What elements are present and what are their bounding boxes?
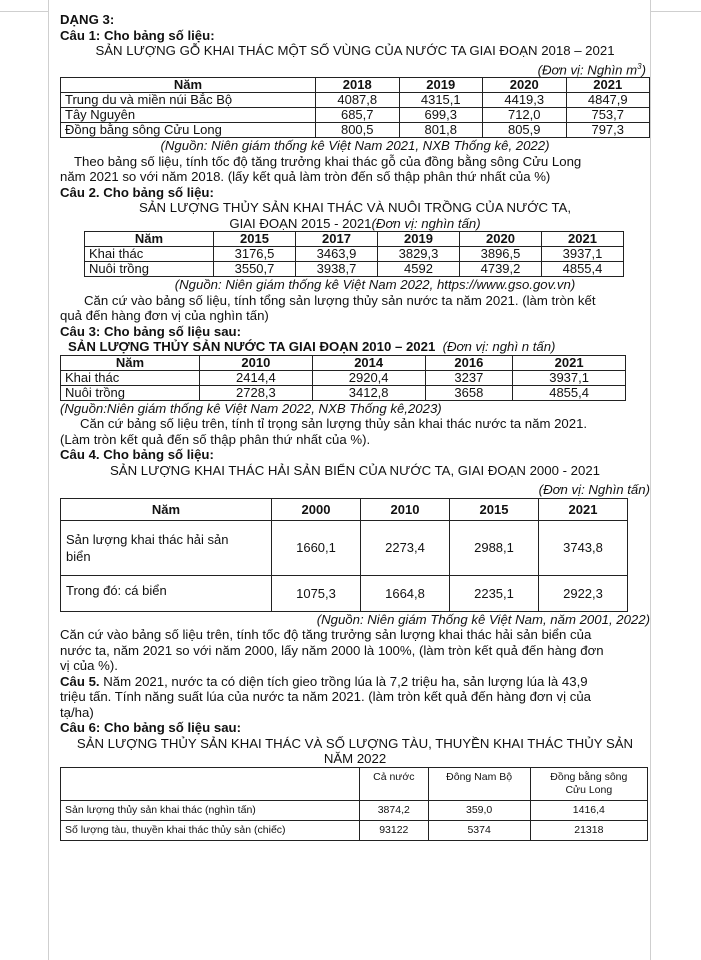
header-cell: 2021 [539, 498, 628, 520]
row-label: Khai thác [85, 247, 214, 262]
q1-table [60, 77, 650, 138]
table-cell: 4855,4 [513, 385, 626, 400]
table-cell: 3237 [425, 370, 513, 385]
header-cell: 2010 [200, 355, 313, 370]
q3-table [60, 355, 626, 401]
table-row [61, 520, 628, 575]
margin-guide-left [48, 0, 49, 960]
header-cell: 2021 [513, 355, 626, 370]
table-cell: 1416,4 [530, 800, 647, 820]
q2-task-line: Căn cứ vào bảng số liệu, tính tổng sản lượng thủy sản nước ta năm 2021. (làm tròn kết [84, 292, 596, 308]
row-label: Trung du và miền núi Bắc Bộ [61, 93, 316, 108]
q5-text-line: tạ/ha) [60, 704, 94, 720]
table-row [85, 247, 624, 262]
header-cell: 2019 [399, 78, 483, 93]
header-cell: Đồng bằng sông Cửu Long [530, 767, 647, 800]
table-cell: 2922,3 [539, 575, 628, 611]
margin-guide-top-right [650, 11, 701, 12]
table-cell: 3896,5 [460, 247, 542, 262]
table-row [85, 262, 624, 277]
row-label: Nuôi trồng [61, 385, 200, 400]
header-cell: Năm [61, 78, 316, 93]
table-cell: 2988,1 [450, 520, 539, 575]
table-cell: 4855,4 [542, 262, 624, 277]
q6-title: SẢN LƯỢNG THỦY SẢN KHAI THÁC VÀ SỐ LƯỢNG TÀU, THUYỀN KHAI THÁC THỦY SẢN [76, 735, 634, 751]
header-cell: 2018 [316, 78, 400, 93]
q1-heading: Câu 1: Cho bảng số liệu: [60, 27, 215, 43]
q4-heading: Câu 4. Cho bảng số liệu: [60, 447, 214, 463]
q2-source: (Nguồn: Niên giám thống kê Việt Nam 2022, https://www.gso.gov.vn) [174, 277, 576, 293]
table-cell: 801,8 [399, 123, 483, 138]
table-cell: 753,7 [566, 108, 650, 123]
header-cell: Năm [85, 232, 214, 247]
header-cell: Năm [61, 498, 272, 520]
header-cell [61, 767, 360, 800]
table-cell: 359,0 [428, 800, 530, 820]
q5-text: Câu 5. Năm 2021, nước ta có diện tích gieo trồng lúa là 7,2 triệu ha, sản lượng lúa là 43,9 [60, 673, 588, 689]
table-cell: 3176,5 [214, 247, 296, 262]
q1-unit: (Đơn vị: Nghìn $m^3$) [537, 61, 646, 77]
q2-heading: Câu 2. Cho bảng số liệu: [60, 184, 214, 200]
margin-guide-top-left [0, 11, 49, 12]
q3-title-line: SẢN LƯỢNG THỦY SẢN NƯỚC TA GIAI ĐOẠN 2010 – 2021 (Đơn vị: nghì n tấn) [68, 339, 556, 355]
header-cell: Cả nước [360, 767, 429, 800]
q3-heading: Câu 3: Cho bảng số liệu sau: [60, 323, 241, 339]
q4-table [60, 498, 628, 612]
table-cell: 3829,3 [378, 247, 460, 262]
header-cell: 2015 [214, 232, 296, 247]
table-cell: 4419,3 [483, 93, 567, 108]
table-row [61, 108, 650, 123]
table-cell: 685,7 [316, 108, 400, 123]
table-cell: 1664,8 [361, 575, 450, 611]
header-cell: 2015 [450, 498, 539, 520]
table-cell: 3937,1 [542, 247, 624, 262]
table-cell: 3658 [425, 385, 513, 400]
table-cell: 4847,9 [566, 93, 650, 108]
header-cell: Năm [61, 355, 200, 370]
table-cell: 3412,8 [312, 385, 425, 400]
q4-unit: (Đơn vị: Nghìn tấn) [538, 482, 650, 498]
row-label: Sản lượng khai thác hải sản biển [61, 520, 272, 575]
table-cell: 2728,3 [200, 385, 313, 400]
q4-task-line: Căn cứ vào bảng số liệu trên, tính tốc độ tăng trưởng sản lượng khai thác hải sản biển của [60, 627, 592, 643]
table-cell: 2414,4 [200, 370, 313, 385]
margin-guide-right [650, 0, 651, 960]
table-cell: 3743,8 [539, 520, 628, 575]
table-cell: 4592 [378, 262, 460, 277]
table-cell: 4087,8 [316, 93, 400, 108]
table-cell: 712,0 [483, 108, 567, 123]
row-label: Nuôi trồng [85, 262, 214, 277]
table-cell: 800,5 [316, 123, 400, 138]
header-cell: Đông Nam Bộ [428, 767, 530, 800]
table-cell: 3874,2 [360, 800, 429, 820]
row-label: Sản lượng thủy sản khai thác (nghìn tấn) [61, 800, 360, 820]
row-label: Khai thác [61, 370, 200, 385]
table-cell: 2920,4 [312, 370, 425, 385]
q4-source: (Nguồn: Niên giám Thống kê Việt Nam, năm 2001, 2022) [316, 611, 650, 627]
table-cell: 699,3 [399, 108, 483, 123]
table-cell: 2235,1 [450, 575, 539, 611]
table-cell: 2273,4 [361, 520, 450, 575]
row-label: Trong đó: cá biển [61, 575, 272, 611]
table-cell: 4739,2 [460, 262, 542, 277]
q2-task-line: quả đến hàng đơn vị của nghìn tấn) [60, 308, 269, 324]
table-header-row [85, 232, 624, 247]
header-cell: 2016 [425, 355, 513, 370]
row-label: Tây Nguyên [61, 108, 316, 123]
q4-task-line: vị của %). [60, 658, 118, 674]
table-row [61, 93, 650, 108]
table-row [61, 800, 648, 820]
table-cell: 3550,7 [214, 262, 296, 277]
q3-task-line: (Làm tròn kết quả đến số thập phân thứ nhất của %). [60, 431, 371, 447]
q2-table [84, 231, 624, 277]
header-cell: 2020 [483, 78, 567, 93]
q1-task-line: năm 2021 so với năm 2018. (lấy kết quả làm tròn đến số thập phân thứ nhất của %) [60, 169, 551, 185]
document-content [60, 12, 650, 841]
row-label: Số lượng tàu, thuyền khai thác thủy sản (chiếc) [61, 820, 360, 840]
table-cell: 3937,1 [513, 370, 626, 385]
table-cell: 797,3 [566, 123, 650, 138]
table-header-row [61, 355, 626, 370]
table-row [61, 123, 650, 138]
q3-task-line: Căn cứ bảng số liệu trên, tính tỉ trọng sản lượng thủy sản khai thác nước ta năm 2021. [80, 416, 588, 432]
table-cell: 3463,9 [296, 247, 378, 262]
section-type: DẠNG 3: [60, 12, 115, 27]
q6-heading: Câu 6: Cho bảng số liệu sau: [60, 720, 241, 736]
table-header-row [61, 767, 648, 800]
q2-title-second: GIAI ĐOẠN 2015 - 2021(Đơn vị: nghìn tấn) [229, 215, 481, 231]
table-cell: 1660,1 [272, 520, 361, 575]
table-row [61, 820, 648, 840]
header-cell: 2021 [542, 232, 624, 247]
q2-title: SẢN LƯỢNG THỦY SẢN KHAI THÁC VÀ NUÔI TRỒNG CỦA NƯỚC TA, [138, 200, 572, 216]
header-cell: 2014 [312, 355, 425, 370]
table-cell: 1075,3 [272, 575, 361, 611]
table-header-row [61, 498, 628, 520]
table-cell: 93122 [360, 820, 429, 840]
q3-source: (Nguồn:Niên giám thống kê Việt Nam 2022, NXB Thống kê,2023) [60, 400, 442, 416]
q6-title-second: NĂM 2022 [323, 751, 387, 767]
table-cell: 5374 [428, 820, 530, 840]
table-row [61, 370, 626, 385]
header-cell: 2010 [361, 498, 450, 520]
q1-source: (Nguồn: Niên giám thống kê Việt Nam 2021, NXB Thống kê, 2022) [160, 138, 550, 154]
header-cell: 2021 [566, 78, 650, 93]
header-cell: 2020 [460, 232, 542, 247]
table-cell: 4315,1 [399, 93, 483, 108]
table-row [61, 575, 628, 611]
q4-task-line: nước ta, năm 2021 so với năm 2000, lấy năm 2000 là 100%, (làm tròn kết quả đến hàng đơn [60, 642, 604, 658]
table-header-row [61, 78, 650, 93]
table-cell: 21318 [530, 820, 647, 840]
table-cell: 805,9 [483, 123, 567, 138]
table-row [61, 385, 626, 400]
q6-table [60, 767, 648, 841]
header-cell: 2019 [378, 232, 460, 247]
q1-title: SẢN LƯỢNG GỖ KHAI THÁC MỘT SỐ VÙNG CỦA NƯỚC TA GIAI ĐOẠN 2018 – 2021 [95, 43, 615, 58]
row-label: Đồng bằng sông Cửu Long [61, 123, 316, 138]
header-cell: 2000 [272, 498, 361, 520]
q1-task-line: Theo bảng số liệu, tính tốc độ tăng trưởng khai thác gỗ của đồng bằng sông Cửu Long [74, 153, 582, 169]
table-cell: 3938,7 [296, 262, 378, 277]
header-cell: 2017 [296, 232, 378, 247]
q4-title: SẢN LƯỢNG KHAI THÁC HẢI SẢN BIỂN CỦA NƯỚC TA, GIAI ĐOẠN 2000 - 2021 [110, 462, 600, 478]
q5-text-line: triệu tấn. Tính năng suất lúa của nước ta năm 2021. (làm tròn kết quả đến hàng đơn vị của [60, 689, 591, 705]
